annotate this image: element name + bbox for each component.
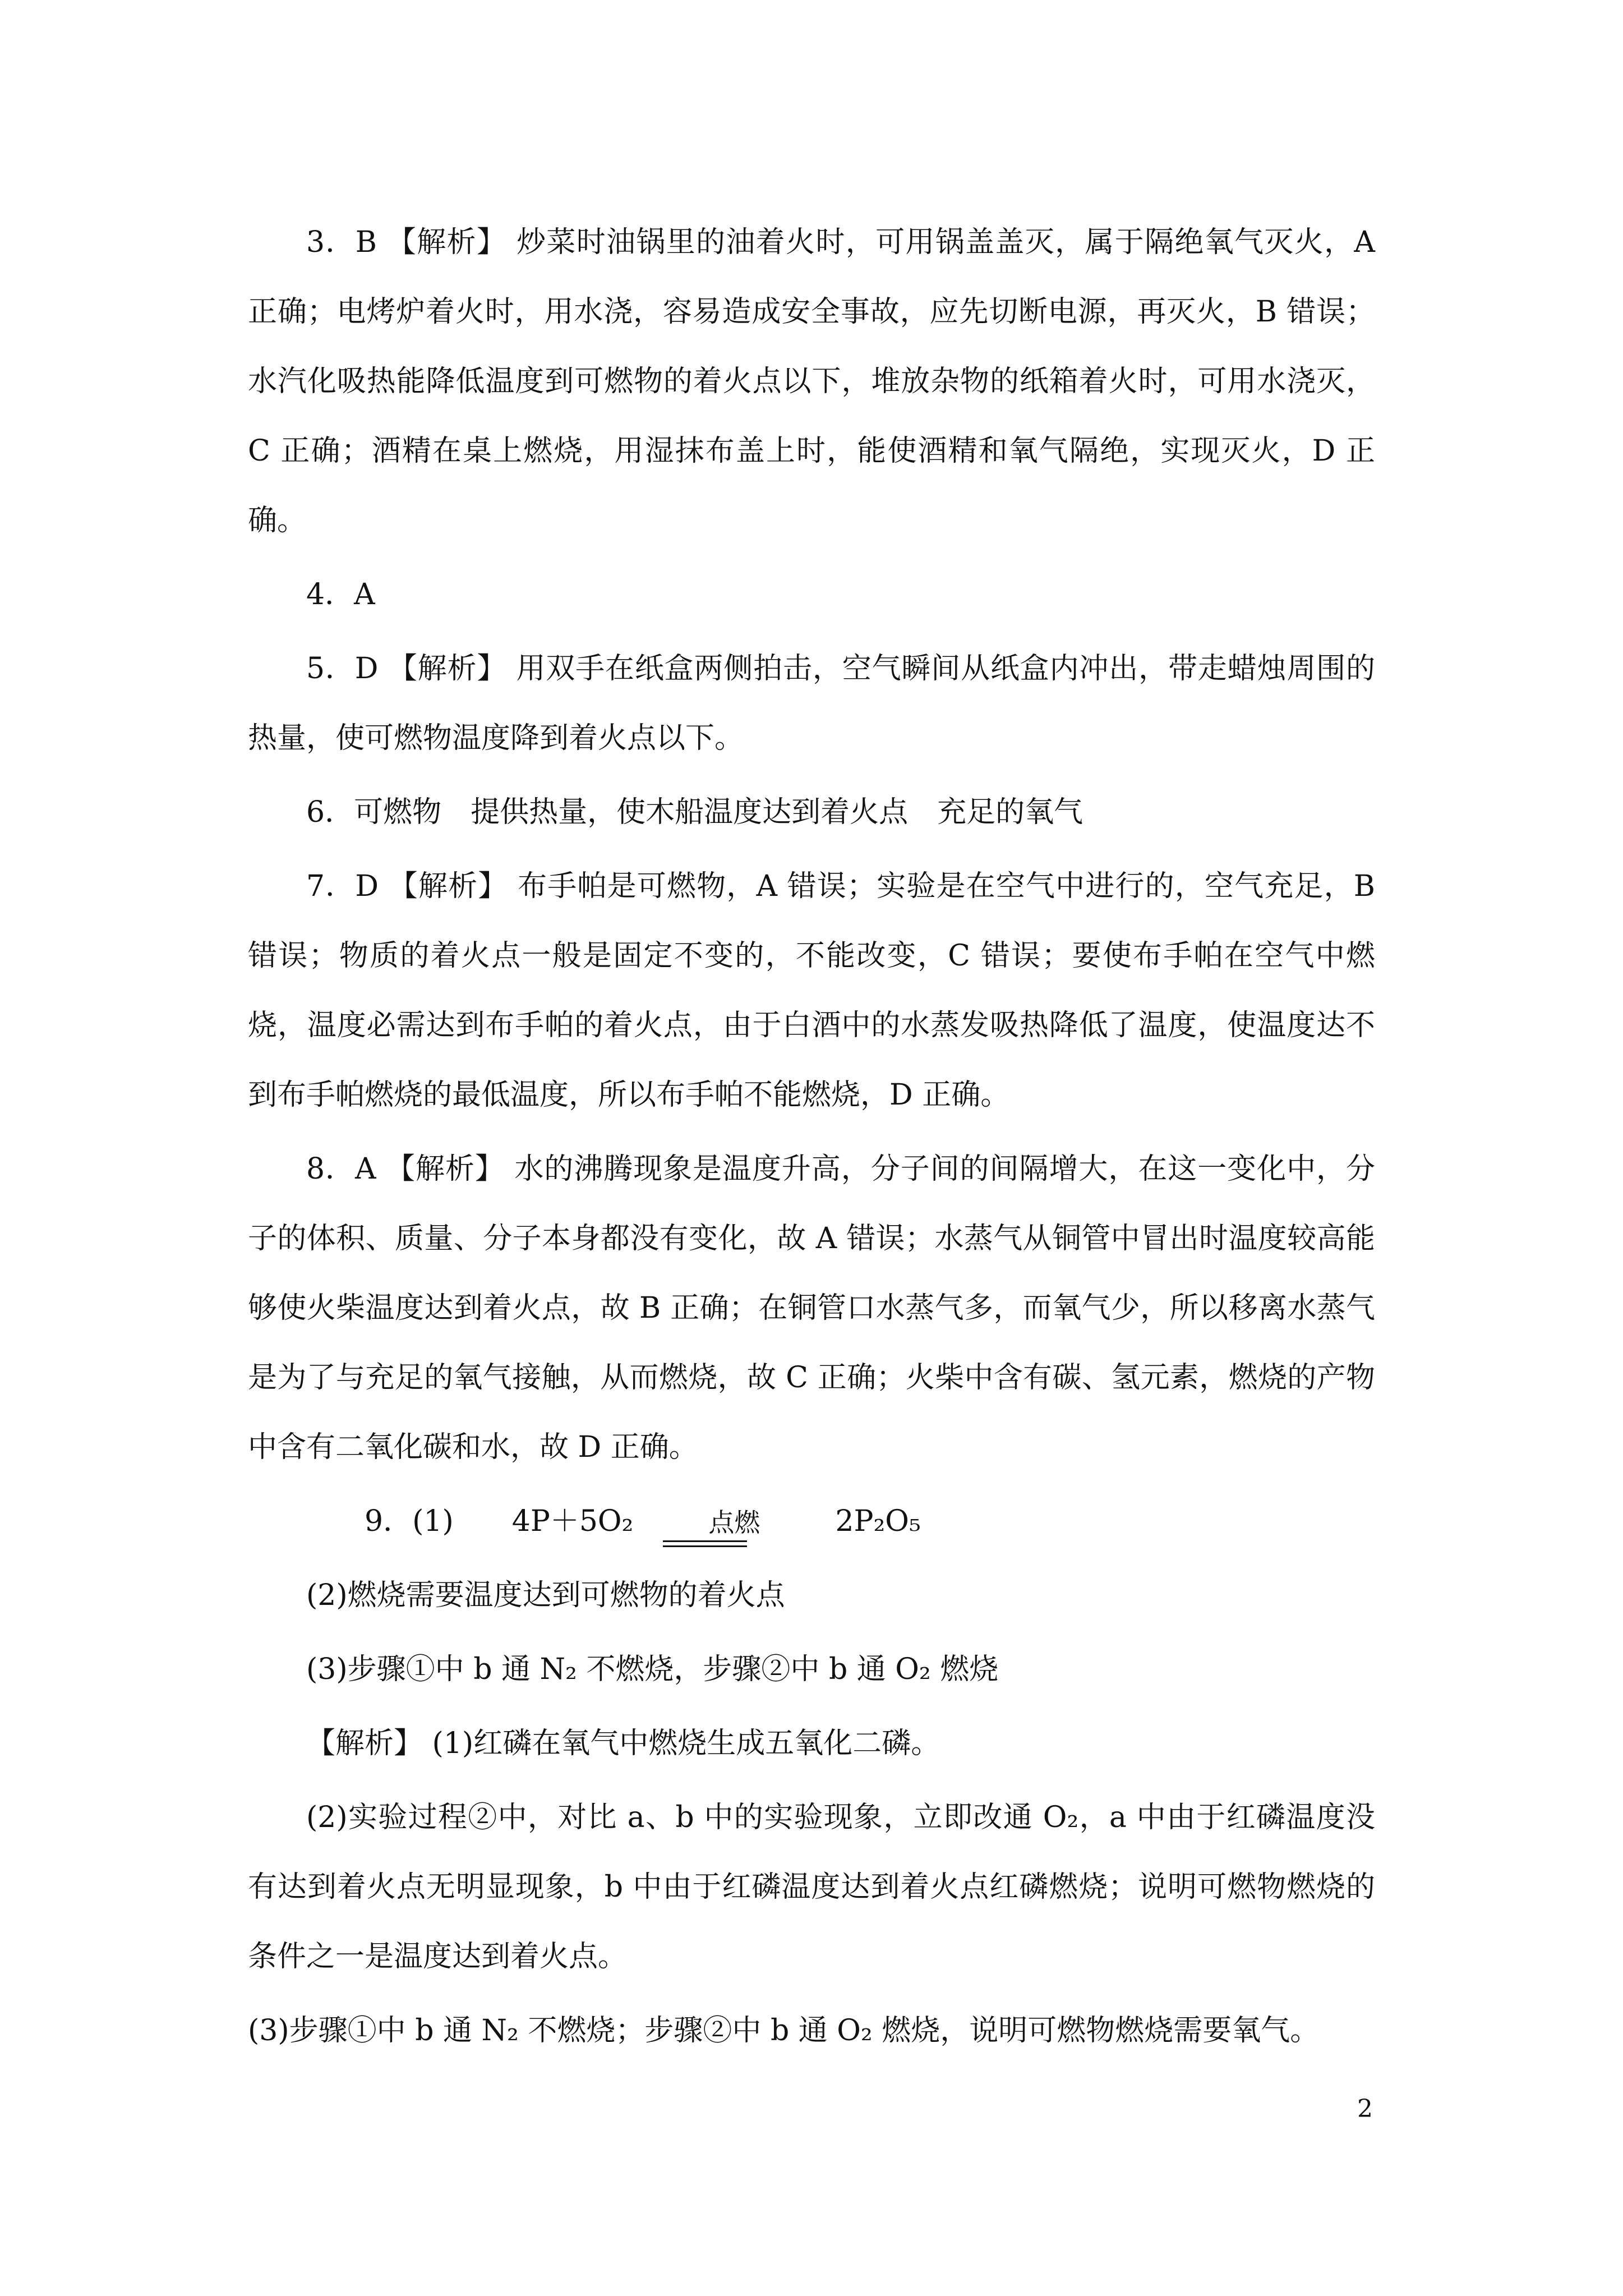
answer-9-analysis-1: 【解析】 (1)红磷在氧气中燃烧生成五氧化二磷。 bbox=[306, 1727, 940, 1760]
reaction-condition-label: 点燃 bbox=[708, 1507, 760, 1538]
answer-content bbox=[248, 208, 1375, 2070]
answer-5: 5．D 【解析】 用双手在纸盒两侧拍击，空气瞬间从纸盒内冲出，带走蜡烛周围的热量，使可燃物温度降到着火点以下。 bbox=[248, 652, 1375, 755]
page-number: 2 bbox=[1357, 2095, 1373, 2123]
chemical-equation bbox=[306, 1487, 921, 1556]
answer-4: 4．A bbox=[306, 578, 375, 611]
answer-9-equation bbox=[248, 1487, 1375, 1556]
equation-products: 2P₂O₅ bbox=[835, 1504, 921, 1538]
equation-reactants: 4P＋5O₂ bbox=[511, 1504, 634, 1538]
answer-6: 6．可燃物 提供热量，使木船温度达到着火点 充足的氧气 bbox=[306, 795, 1083, 829]
answer-3: 3．B 【解析】 炒菜时油锅里的油着火时，可用锅盖盖灭，属于隔绝氧气灭火，A 正确；电烤炉着火时，用水浇，容易造成安全事故，应先切断电源，再灭火，B 错误；水汽化吸热能降低温度到可燃物的着火点以下，堆放杂物的纸箱着火时，可用水浇灭，C 正确；酒精在桌上燃烧，用湿抹布盖上时，能使酒精和氧气隔绝，实现灭火，D 正确。 bbox=[248, 226, 1375, 537]
answer-7: 7．D 【解析】 布手帕是可燃物，A 错误；实验是在空气中进行的，空气充足，B 错误；物质的着火点一般是固定不变的，不能改变，C 错误；要使布手帕在空气中燃烧，温度必需达到布手帕的着火点，由于白酒中的水蒸发吸热降低了温度，使温度达不到布手帕燃烧的最低温度，所以布手帕不能燃烧，D 正确。 bbox=[248, 869, 1375, 1112]
answer-9-analysis-3: (3)步骤①中 b 通 N₂ 不燃烧；步骤②中 b 通 O₂ 燃烧，说明可燃物燃烧需要氧气。 bbox=[248, 2014, 1320, 2047]
answer-8: 8．A 【解析】 水的沸腾现象是温度升高，分子间的间隔增大，在这一变化中，分子的体积、质量、分子本身都没有变化，故 A 错误；水蒸气从铜管中冒出时温度较高能够使火柴温度达到着火点，故 B 正确；在铜管口水蒸气多，而氧气少，所以移离水蒸气是为了与充足的氧气接触，从而燃烧，故 C 正确；火柴中含有碳、氢元素，燃烧的产物中含有二氧化碳和水，故 D 正确。 bbox=[248, 1152, 1375, 1464]
answer-9-part-3: (3)步骤①中 b 通 N₂ 不燃烧，步骤②中 b 通 O₂ 燃烧 bbox=[306, 1653, 999, 1686]
double-line-equals bbox=[663, 1540, 747, 1547]
answer-9-part-2: (2)燃烧需要温度达到可燃物的着火点 bbox=[306, 1579, 785, 1612]
answer-9-analysis-2: (2)实验过程②中，对比 a、b 中的实验现象，立即改通 O₂，a 中由于红磷温度没有达到着火点无明显现象，b 中由于红磷温度达到着火点红磷燃烧；说明可燃物燃烧的条件之一是温度达到着火点。 bbox=[248, 1801, 1375, 1973]
equation-prefix: 9．(1) bbox=[365, 1504, 454, 1538]
reaction-condition bbox=[650, 1508, 760, 1556]
